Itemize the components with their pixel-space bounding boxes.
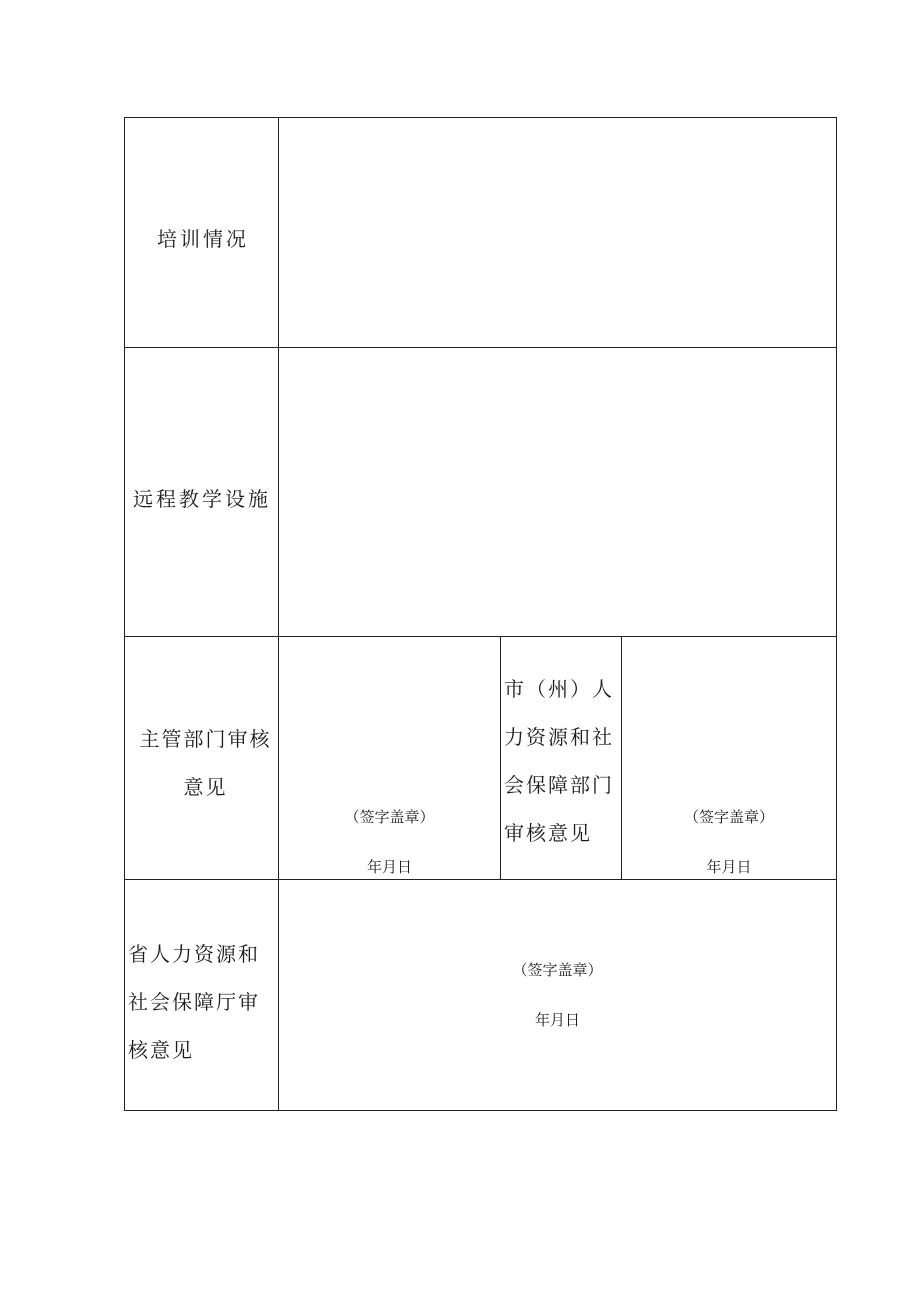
province-signature-note: （签字盖章） <box>512 961 603 979</box>
city-signature-note: （签字盖章） <box>683 808 774 826</box>
province-review-label: 省人力资源和 社会保障厅审 核意见 <box>128 942 260 1062</box>
dept-review-label-cell <box>124 636 279 880</box>
training-content-cell[interactable] <box>278 117 837 348</box>
city-date-line: 年月日 <box>706 858 752 876</box>
city-review-label-cell <box>500 636 622 880</box>
dept-review-content-cell[interactable] <box>278 636 501 880</box>
province-date-line: 年月日 <box>534 1011 580 1029</box>
training-label-cell <box>124 117 279 348</box>
approval-form-table <box>124 117 837 1111</box>
dept-review-label: 主管部门审核 意见 <box>139 727 272 799</box>
training-label: 培训情况 <box>157 227 249 251</box>
remote-facilities-label-cell <box>124 347 279 637</box>
city-review-content-cell[interactable] <box>621 636 837 880</box>
remote-facilities-label: 远程教学设施 <box>133 487 271 511</box>
province-review-content-cell[interactable] <box>278 879 837 1111</box>
province-review-label-cell <box>124 879 279 1111</box>
city-review-label: 市（州）人 力资源和社 会保障部门 审核意见 <box>504 677 614 845</box>
remote-facilities-content-cell[interactable] <box>278 347 837 637</box>
dept-signature-note: （签字盖章） <box>344 808 435 826</box>
dept-date-line: 年月日 <box>366 858 412 876</box>
